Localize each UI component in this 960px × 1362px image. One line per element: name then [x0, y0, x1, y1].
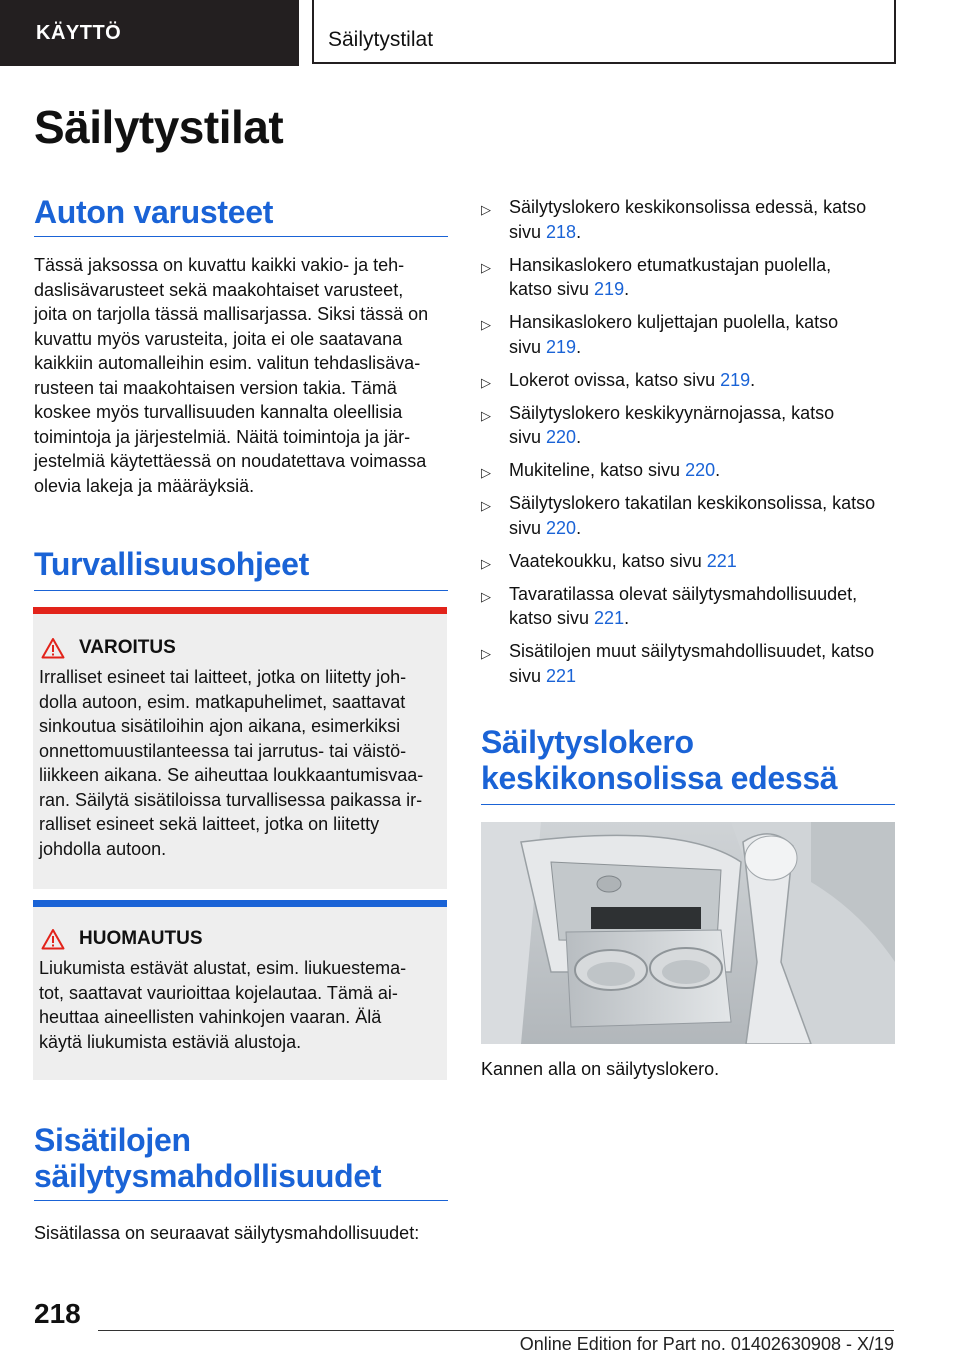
page-link[interactable]: 219 [720, 369, 751, 390]
page-link[interactable]: 221 [706, 550, 737, 571]
warning-line: johdolla autoon. [39, 838, 167, 859]
image-caption: Kannen alla on säilytyslokero. [481, 1059, 720, 1079]
section-heading: Auton varusteet [34, 194, 448, 237]
warning-bar [33, 607, 447, 614]
page-link[interactable]: 220 [546, 427, 577, 447]
page-link[interactable]: 221 [594, 608, 625, 628]
center-console-storage-illustration [481, 822, 895, 1044]
page-link[interactable]: 218 [546, 221, 577, 242]
section-sisatilojen-sailytys [34, 1122, 448, 1246]
bullet-triangle-icon: ▷ [481, 317, 491, 332]
notice-line: heuttaa aineellisten vahinkojen vaaran. Älä [39, 1007, 382, 1027]
body-line: kuvattu myös varusteita, joita ei ole saatavana [34, 328, 403, 349]
section-heading: Turvallisuusohjeet [34, 546, 448, 591]
warning-box [33, 607, 447, 889]
section-heading [34, 1122, 448, 1201]
notice-line: tot, saattavat vaurioittaa kojelautaa. Tämä ai- [39, 982, 398, 1003]
body-line: Tässä jaksossa on kuvattu kaikki vakio- ja teh- [34, 255, 405, 275]
notice-header [39, 928, 437, 950]
warning-triangle-icon [41, 637, 65, 659]
body-line: olevia lakeja ja määräyksiä. [34, 475, 255, 496]
notice-label: HUOMAUTUS [79, 928, 203, 949]
footer-rule [98, 1330, 894, 1331]
list-item: ▷ Säilytyslokero keskikyynärnojassa, katso sivu 220. [481, 402, 835, 447]
page-link[interactable]: 221 [546, 665, 577, 686]
notice-line: Liukumista estävät alustat, esim. liukuestema- [39, 958, 407, 978]
list-item: ▷ Tavaratilassa olevat säilytysmahdollisuudet, katso sivu 221. [481, 583, 858, 628]
list-item: ▷ Hansikaslokero etumatkustajan puolella, katso sivu 219. [481, 254, 832, 299]
footer-edition: Online Edition for Part no. 01402630908 - X/19 [519, 1334, 894, 1354]
list-item: ▷ Hansikaslokero kuljettajan puolella, katso sivu 219. [481, 312, 839, 357]
page-link[interactable]: 219 [546, 336, 577, 357]
notice-line: käytä liukumista estäviä alustoja. [39, 1031, 302, 1052]
warning-header [39, 637, 437, 659]
body-line: koskee myös turvallisuuden kannalta oleellisia [34, 402, 403, 422]
page-link[interactable]: 219 [594, 279, 625, 299]
page-title: Säilytystilat [34, 101, 284, 153]
page-link[interactable]: 220 [685, 460, 716, 480]
storage-list [481, 195, 901, 697]
header-chapter: Säilytystilat [312, 0, 896, 64]
section-sailytyslokero [481, 724, 895, 805]
list-item: ▷ Sisätilojen muut säilytysmahdollisuudet, katso sivu 221 [481, 641, 875, 686]
bullet-triangle-icon: ▷ [481, 407, 491, 423]
page-number: 218 [34, 1298, 81, 1329]
heading-line: keskikonsolissa edessä [481, 760, 838, 796]
section-body: Sisätilassa on seuraavat säilytysmahdollisuudet: [34, 1223, 420, 1243]
bullet-triangle-icon: ▷ [481, 465, 491, 480]
warning-line: dolla autoon, esim. matkapuhelimet, saattavat [39, 691, 406, 712]
header-section: KÄYTTÖ [0, 0, 299, 66]
page-link[interactable]: 220 [546, 517, 577, 538]
body-line: joita on tarjolla tässä mallisarjassa. Siksi tässä on [34, 304, 429, 324]
bullet-triangle-icon: ▷ [481, 646, 491, 661]
list-item: ▷ Vaatekoukku, katso sivu 221 [481, 549, 901, 574]
warning-line: liikkeen aikana. Se aiheuttaa loukkaantumisvaa- [39, 765, 424, 785]
list-item: ▷ Lokerot ovissa, katso sivu 219. [481, 368, 901, 393]
section-body [34, 253, 448, 498]
bullet-triangle-icon: ▷ [481, 555, 491, 571]
body-line: daslisävarusteet sekä maakohtaiset varusteet, [34, 279, 404, 300]
warning-triangle-icon [41, 928, 65, 950]
warning-line: ralliset esineet sekä laitteet, jotka on liitetty [39, 814, 380, 834]
list-item: ▷ Mukiteline, katso sivu 220. [481, 458, 901, 483]
notice-text [39, 956, 437, 1054]
section-heading [481, 724, 895, 805]
section-turvallisuusohjeet [34, 546, 448, 591]
body-line: jestelmiä käytettäessä on noudatettava voimassa [34, 451, 427, 471]
page-header [0, 0, 960, 66]
heading-line: Sisätilojen [34, 1122, 191, 1158]
warning-line: ran. Säilytä sisätiloissa turvallisessa paikassa ir- [39, 789, 423, 810]
bullet-triangle-icon: ▷ [481, 374, 491, 390]
body-line: rusteen tai maakohtaisen version takia. Tämä [34, 377, 397, 398]
body-line: kaikkiin automalleihin esim. valitun tehdaslisäva- [34, 353, 421, 373]
warning-text [39, 665, 437, 861]
bullet-triangle-icon: ▷ [481, 202, 491, 217]
bullet-triangle-icon: ▷ [481, 498, 491, 513]
heading-line: säilytysmahdollisuudet [34, 1158, 382, 1194]
warning-line: sinkoutua sisätiloihin ajon aikana, esimerkiksi [39, 716, 401, 736]
notice-bar [33, 900, 447, 907]
body-line: toimintoja ja järjestelmiä. Näitä toimintoja ja jär- [34, 426, 411, 447]
bullet-triangle-icon: ▷ [481, 259, 491, 275]
warning-line: Irralliset esineet tai laitteet, jotka on liitetty joh- [39, 667, 407, 687]
heading-line: Säilytyslokero [481, 724, 694, 760]
notice-box [33, 900, 447, 1080]
section-auton-varusteet [34, 194, 448, 498]
list-item: ▷ Säilytyslokero takatilan keskikonsolissa, katso sivu 220. [481, 493, 876, 538]
bullet-triangle-icon: ▷ [481, 588, 491, 604]
list-item: ▷ Säilytyslokero keskikonsolissa edessä, katso sivu 218. [481, 197, 867, 242]
warning-line: onnettomuustilanteessa tai jarrutus- tai väistö- [39, 740, 407, 761]
warning-label: VAROITUS [79, 637, 176, 658]
